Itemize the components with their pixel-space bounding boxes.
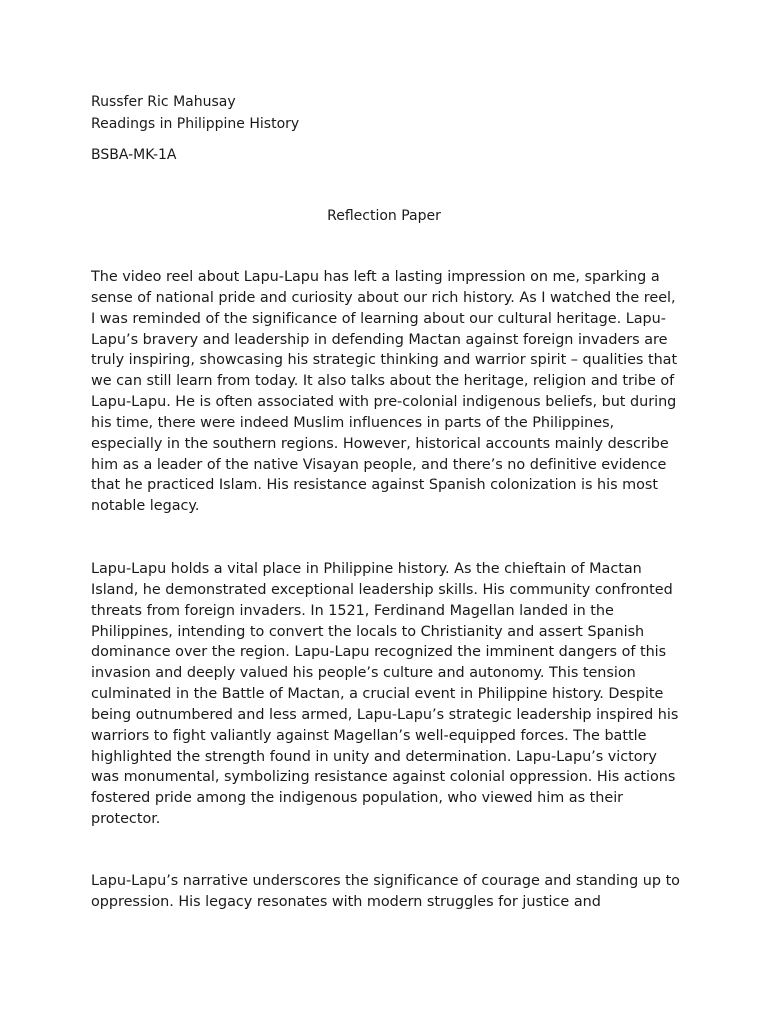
author-name: Russfer Ric Mahusay bbox=[91, 94, 236, 110]
paragraph-2: Lapu-Lapu holds a vital place in Philippine history. As the chieftain of Mactan Island, he demonstrated exceptional leadership skills. His community confronted threats from foreign invaders. In 1521, Ferdinand Magellan landed in the Philippines, intending to convert the locals to Christianity and assert Spanish dominance over the region. Lapu-Lapu recognized the imminent dangers of this invasion and deeply valued his people’s culture and autonomy. This tension culminated in the Battle of Mactan, a crucial event in Philippine history. Despite being outnumbered and less armed, Lapu-Lapu’s strategic leadership inspired his warriors to fight valiantly against Magellan’s well-equipped forces. The battle highlighted the strength found in unity and determination. Lapu-Lapu’s victory was monumental, symbolizing resistance against colonial oppression. His actions fostered pride among the indigenous population, who viewed him as their protector. bbox=[91, 561, 679, 828]
paragraph-3: Lapu-Lapu’s narrative underscores the significance of courage and standing up to oppression. His legacy resonates with modern struggles for justice and bbox=[91, 873, 680, 910]
section-code: BSBA-MK-1A bbox=[91, 147, 177, 163]
paragraph-1: The video reel about Lapu-Lapu has left a lasting impression on me, sparking a sense of national pride and curiosity about our rich history. As I watched the reel, I was reminded of the significance of learning about our cultural heritage. Lapu-Lapu’s bravery and leadership in defending Mactan against foreign invaders are truly inspiring, showcasing his strategic thinking and warrior spirit – qualities that we can still learn from today. It also talks about the heritage, religion and tribe of Lapu-Lapu. He is often associated with pre-colonial indigenous beliefs, but during his time, there were indeed Muslim influences in parts of the Philippines, especially in the southern regions. However, historical accounts mainly describe him as a leader of the native Visayan people, and there’s no definitive evidence that he practiced Islam. His resistance against Spanish colonization is his most notable legacy. bbox=[91, 269, 678, 515]
page-title: Reflection Paper bbox=[327, 208, 441, 224]
course-name: Readings in Philippine History bbox=[91, 116, 300, 132]
